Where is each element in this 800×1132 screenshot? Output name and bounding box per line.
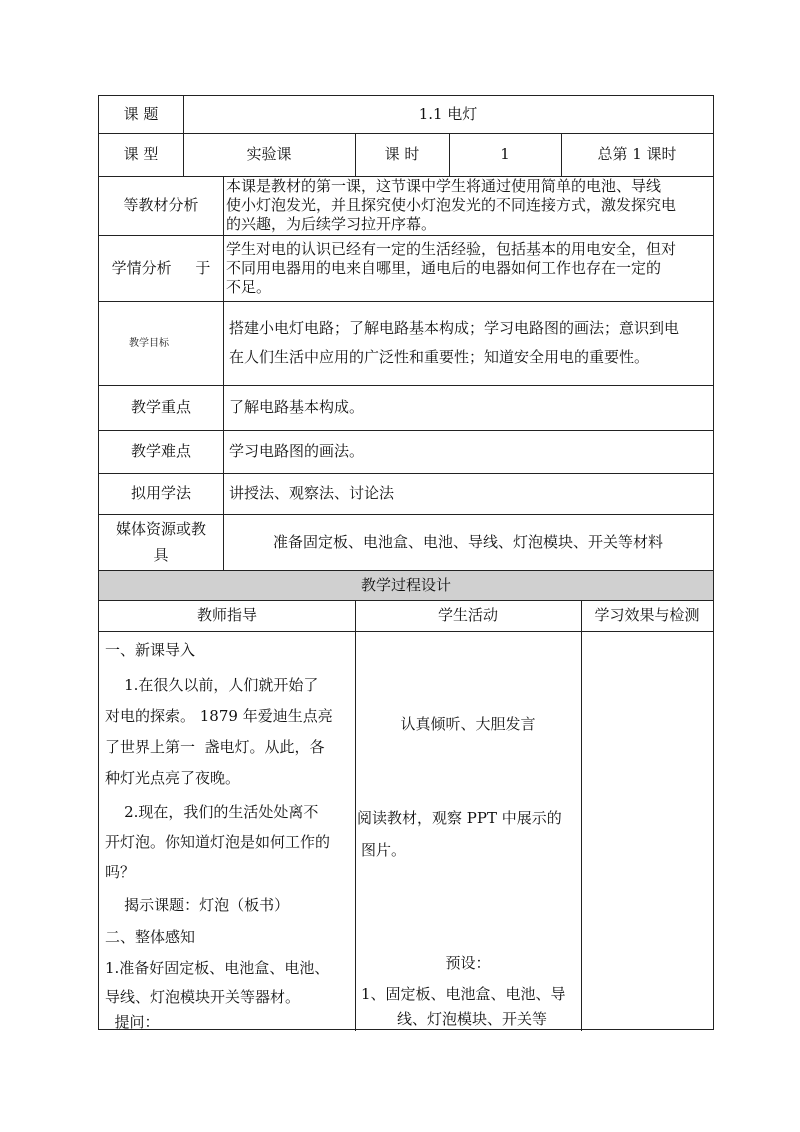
difficulty-label: 教学难点 <box>130 442 191 460</box>
teaching-goals-label: 教学目标 <box>129 337 169 349</box>
student-line: 1、固定板、电池盒、电池、导 <box>361 985 566 1003</box>
student-line: 预设： <box>445 954 491 972</box>
type-value: 实验课 <box>246 145 292 163</box>
student-analysis-text: 学生对电的认识已经有一定的生活经验，包括基本的用电安全，但对 不同用电器用的电来自哪里，通电后的电器如何工作也存在一定的 不足。 <box>226 239 677 296</box>
media-label: 媒体资源或教 具 <box>115 520 206 564</box>
key-point-text: 了解电路基本构成。 <box>229 398 365 416</box>
teacher-line: 1.在很久以前，人们就开始了 <box>105 676 319 694</box>
study-method-text: 讲授法、观察法、讨论法 <box>229 484 395 502</box>
topic-value: 1.1 电灯 <box>418 105 478 123</box>
teacher-line: 1.准备好固定板、电池盒、电池、 <box>105 959 330 977</box>
teacher-line: 2.现在，我们的生活处处离不 <box>105 803 319 821</box>
teaching-goals-text: 搭建小电灯电路；了解电路基本构成；学习电路图的画法；意识到电 在人们生活中应用的广泛性和重要性；知道安全用电的重要性。 <box>229 319 680 366</box>
teacher-line: 了世界上第一 盏电灯。从此，各 <box>105 738 325 756</box>
hours-label: 课 时 <box>384 145 420 163</box>
teacher-guidance-header: 教师指导 <box>196 606 257 624</box>
key-point-label: 教学重点 <box>130 398 191 416</box>
media-text: 准备固定板、电池盒、电池、导线、灯泡模块、开关等材料 <box>272 532 663 551</box>
teacher-line: 对电的探索。 1879 年爱迪生点亮 <box>105 707 333 725</box>
teacher-line: 导线、灯泡模块开关等器材。 <box>105 988 301 1006</box>
teacher-line: 提问： <box>105 1013 160 1031</box>
student-line: 认真倾听、大胆发言 <box>400 715 536 733</box>
lesson-plan-table <box>98 95 714 1030</box>
student-analysis-label: 学情分析 于 <box>111 258 211 277</box>
material-analysis-label: 等教材分析 <box>123 196 199 214</box>
teacher-line: 一、新课导入 <box>105 641 196 659</box>
teacher-line: 开灯泡。你知道灯泡是如何工作的 <box>105 833 331 851</box>
teacher-line: 种灯光点亮了夜晚。 <box>105 769 241 787</box>
teacher-line: 吗？ <box>105 863 136 881</box>
learning-effect-header: 学习效果与检测 <box>594 606 700 624</box>
material-analysis-text: 本课是教材的第一课，这节课中学生将通过使用简单的电池、导线 使小灯泡发光，并且探究使小灯泡发光的不同连接方式，激发探究电 的兴趣，为后续学习拉开序幕。 <box>226 177 677 233</box>
teacher-line: 二、整体感知 <box>105 928 196 946</box>
total-hours-label: 总第 1 课时 <box>597 145 677 163</box>
student-line: 阅读教材，观察 PPT 中展示的 <box>357 809 562 827</box>
hours-value: 1 <box>500 145 510 163</box>
student-line: 线、灯泡模块、开关等 <box>397 1010 548 1028</box>
difficulty-text: 学习电路图的画法。 <box>229 442 365 460</box>
teacher-line: 揭示课题：灯泡（板书） <box>105 896 290 914</box>
study-method-label: 拟用学法 <box>130 484 191 502</box>
student-activity-header: 学生活动 <box>437 606 498 624</box>
process-design-title: 教学过程设计 <box>360 576 451 594</box>
type-label: 课 型 <box>123 145 159 163</box>
student-line: 图片。 <box>361 841 407 859</box>
topic-label: 课 题 <box>123 105 159 123</box>
